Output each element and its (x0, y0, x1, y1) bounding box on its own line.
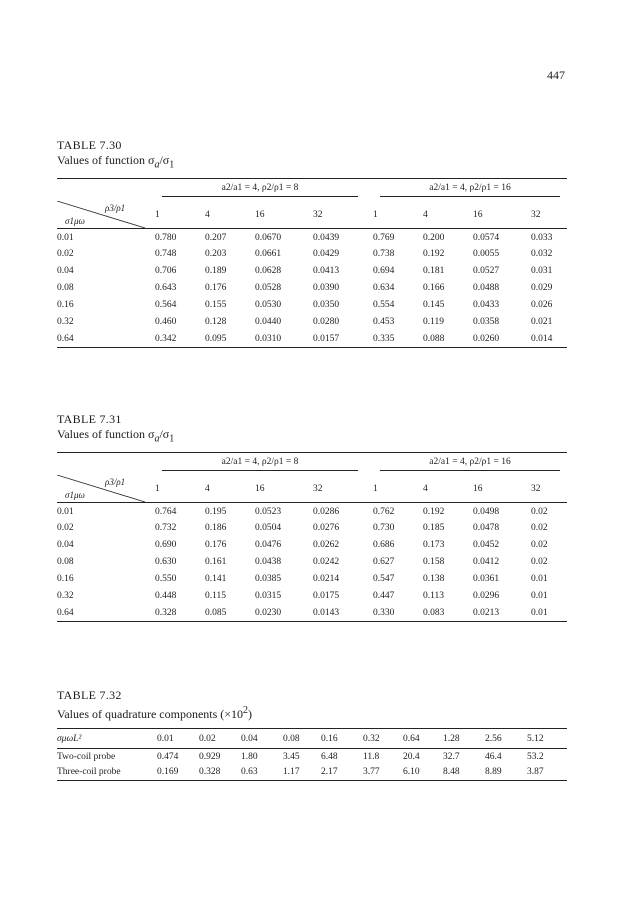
table-cell: 1.80 (241, 751, 258, 762)
table-cell: 0.189 (205, 266, 227, 277)
table-cell: 0.138 (423, 574, 445, 585)
table-cell: 0.738 (373, 249, 395, 260)
table-cell: 0.176 (205, 540, 227, 551)
table-cell: 0.564 (155, 300, 177, 311)
table-cell: 6.10 (403, 765, 443, 781)
column-header: 1.28 (443, 729, 485, 749)
table-cell: 3.87 (527, 765, 567, 781)
table-cell: 0.128 (205, 317, 227, 328)
table-cell: 0.031 (531, 266, 553, 277)
row-header-top: ρ3/ρ1 (105, 202, 126, 213)
row-label: 0.64 (57, 331, 155, 348)
table-cell: 0.119 (423, 317, 445, 328)
table-cell: 0.032 (531, 249, 553, 260)
table-cell: 0.141 (205, 574, 227, 585)
table-cell: 0.0143 (313, 605, 365, 622)
table-cell: 3.77 (363, 765, 403, 781)
data-table (57, 178, 567, 348)
row-label: 0.02 (57, 249, 74, 260)
table-row (57, 280, 567, 297)
table-cell: 0.02 (531, 506, 548, 517)
table-cell: 0.0661 (255, 249, 282, 260)
table-cell: 0.0296 (473, 591, 500, 602)
table-cell: 0.186 (205, 523, 227, 534)
table-cell: 0.01 (531, 591, 548, 602)
table-cell: 0.330 (373, 605, 423, 622)
row-label: 0.32 (57, 591, 74, 602)
table-cell: 0.0670 (255, 232, 282, 243)
table-cell: 1.17 (283, 765, 321, 781)
column-header: 4 (423, 201, 473, 229)
table-row (57, 605, 567, 622)
table-cell: 0.173 (423, 540, 445, 551)
table-cell: 0.780 (155, 232, 177, 243)
table-cell: 0.0175 (313, 591, 340, 602)
column-header: 16 (255, 475, 313, 503)
table-cell: 0.200 (423, 232, 445, 243)
table-cell: 0.02 (531, 557, 548, 568)
column-group-header (57, 179, 567, 201)
column-group-header (57, 453, 567, 475)
table-number: TABLE 7.30 (57, 138, 122, 152)
row-label: 0.02 (57, 523, 74, 534)
table-cell: 0.448 (155, 591, 177, 602)
table-cell: 0.033 (531, 232, 553, 243)
data-table (57, 452, 567, 622)
column-header-row (57, 475, 567, 503)
column-header: 2.56 (485, 729, 527, 749)
row-label: Three-coil probe (57, 765, 157, 781)
row-label: 0.16 (57, 574, 74, 585)
row-label: 0.16 (57, 300, 74, 311)
column-header: 32 (531, 201, 567, 229)
table-cell: 0.328 (155, 605, 205, 622)
table-number: TABLE 7.31 (57, 412, 122, 426)
table-cell: 8.89 (485, 765, 527, 781)
table-cell: 0.0574 (473, 232, 500, 243)
table-cell: 0.554 (373, 300, 395, 311)
table-cell: 0.095 (205, 331, 255, 348)
table-cell: 0.0260 (473, 331, 531, 348)
table-cell: 0.0286 (313, 506, 340, 517)
table-cell: 0.0498 (473, 506, 500, 517)
table-cell: 0.0315 (255, 591, 282, 602)
table-title: Values of function $\sigma_a/\sigma_1$ (57, 153, 175, 171)
table-cell: 0.195 (205, 506, 227, 517)
table-cell: 0.474 (157, 751, 179, 762)
table-cell: 0.453 (373, 317, 395, 328)
row-label: 0.04 (57, 266, 74, 277)
table-cell: 0.0440 (255, 317, 282, 328)
table-cell: 0.169 (157, 765, 199, 781)
table-row (57, 571, 567, 588)
column-header: 1 (373, 475, 423, 503)
table-cell: 0.328 (199, 765, 241, 781)
column-header: 16 (473, 475, 531, 503)
table-cell: 0.0350 (313, 300, 340, 311)
table-cell: 6.48 (321, 751, 338, 762)
table-row (57, 263, 567, 280)
table-cell: 0.460 (155, 317, 177, 328)
table-cell: 0.547 (373, 574, 395, 585)
table-cell: 0.176 (205, 283, 227, 294)
row-label: 0.64 (57, 605, 155, 622)
table-cell: 0.0530 (255, 300, 282, 311)
table-cell: 0.550 (155, 574, 177, 585)
table-row (57, 503, 567, 520)
table-cell: 0.0242 (313, 557, 340, 568)
table-title: Values of quadrature components $(\times 10^2)$ (57, 705, 253, 721)
table-row (57, 554, 567, 571)
table-cell: 0.0504 (255, 523, 282, 534)
table-cell: 0.929 (199, 751, 221, 762)
table-cell: 0.0213 (473, 605, 531, 622)
group-label-1: a2/a1 = 4, ρ2/ρ1 = 8 (162, 457, 358, 471)
row-header-top: ρ3/ρ1 (105, 476, 126, 487)
data-table (57, 728, 567, 781)
column-header: 0.08 (283, 729, 321, 749)
table-cell: 0.0276 (313, 523, 340, 534)
column-header: 16 (473, 201, 531, 229)
table-cell: 0.0157 (313, 331, 365, 348)
group-label-1: a2/a1 = 4, ρ2/ρ1 = 8 (162, 183, 358, 197)
table-cell: 0.083 (423, 605, 473, 622)
table-cell: 0.207 (205, 232, 227, 243)
table-cell: 0.02 (531, 523, 548, 534)
table-row (57, 749, 567, 765)
column-header: 0.02 (199, 729, 241, 749)
table-cell: 0.166 (423, 283, 445, 294)
table-cell: 2.17 (321, 765, 363, 781)
row-label: 0.08 (57, 283, 74, 294)
table-cell: 0.769 (373, 232, 395, 243)
column-header: 32 (313, 201, 365, 229)
table-cell: 0.155 (205, 300, 227, 311)
table-cell: 0.02 (531, 540, 548, 551)
table-cell: 0.088 (423, 331, 473, 348)
table-cell: 0.690 (155, 540, 177, 551)
table-row (57, 588, 567, 605)
table-cell: 0.0358 (473, 317, 500, 328)
row-label: 0.32 (57, 317, 74, 328)
column-header: 0.04 (241, 729, 283, 749)
table-title: Values of function $\sigma_a/\sigma_1$ (57, 427, 175, 445)
column-header: 4 (423, 475, 473, 503)
table-row (57, 314, 567, 331)
column-header: 1 (373, 201, 423, 229)
table-cell: 0.0433 (473, 300, 500, 311)
table-row (57, 246, 567, 263)
table-cell: 0.643 (155, 283, 177, 294)
table-cell: 0.0214 (313, 574, 340, 585)
table-row (57, 537, 567, 554)
column-header: 1 (155, 475, 205, 503)
diagonal-header-cell (57, 475, 155, 503)
table-row (57, 520, 567, 537)
table-cell: 0.0488 (473, 283, 500, 294)
table-7-30 (57, 138, 567, 348)
table-cell: 0.0361 (473, 574, 500, 585)
column-header-row (57, 201, 567, 229)
table-cell: 0.63 (241, 765, 283, 781)
table-cell: 0.342 (155, 331, 205, 348)
table-cell: 0.115 (205, 591, 227, 602)
table-cell: 0.0413 (313, 266, 340, 277)
table-cell: 11.8 (363, 751, 380, 762)
table-cell: 0.181 (423, 266, 445, 277)
table-cell: 0.0385 (255, 574, 282, 585)
table-cell: 0.447 (373, 591, 395, 602)
table-cell: 8.48 (443, 765, 485, 781)
table-cell: 0.0523 (255, 506, 282, 517)
table-cell: 0.630 (155, 557, 177, 568)
table-cell: 0.706 (155, 266, 177, 277)
table-cell: 0.730 (373, 523, 395, 534)
table-cell: 32.7 (443, 751, 460, 762)
column-header: 4 (205, 475, 255, 503)
table-cell: 0.029 (531, 283, 553, 294)
table-cell: 0.0628 (255, 266, 282, 277)
table-cell: 0.026 (531, 300, 553, 311)
table-cell: 0.627 (373, 557, 395, 568)
column-header: 1 (155, 201, 205, 229)
column-header-row (57, 729, 567, 749)
table-cell: 0.145 (423, 300, 445, 311)
table-cell: 0.686 (373, 540, 395, 551)
table-cell: 0.0280 (313, 317, 340, 328)
table-cell: 0.161 (205, 557, 227, 568)
table-cell: 0.335 (373, 331, 423, 348)
column-header: 32 (531, 475, 567, 503)
table-cell: 0.0412 (473, 557, 500, 568)
table-cell: 0.192 (423, 506, 445, 517)
table-cell: 0.01 (531, 605, 567, 622)
table-cell: 0.0476 (255, 540, 282, 551)
row-label: 0.01 (57, 232, 74, 243)
row-label: 0.04 (57, 540, 74, 551)
table-row (57, 297, 567, 314)
table-cell: 0.634 (373, 283, 395, 294)
column-header: 0.32 (363, 729, 403, 749)
table-cell: 20.4 (403, 751, 420, 762)
table-cell: 0.203 (205, 249, 227, 260)
column-header: 32 (313, 475, 365, 503)
table-cell: 0.0527 (473, 266, 500, 277)
row-header-label: σμωL² (57, 729, 157, 749)
column-header: 0.01 (157, 729, 199, 749)
table-cell: 0.762 (373, 506, 395, 517)
table-cell: 0.185 (423, 523, 445, 534)
column-header: 4 (205, 201, 255, 229)
table-number: TABLE 7.32 (57, 688, 122, 702)
column-header: 5.12 (527, 729, 567, 749)
page-number: 447 (547, 68, 565, 82)
row-label: 0.01 (57, 506, 74, 517)
table-cell: 0.0390 (313, 283, 340, 294)
table-cell: 0.0262 (313, 540, 340, 551)
group-label-2: a2/a1 = 4, ρ2/ρ1 = 16 (380, 457, 560, 471)
table-cell: 0.014 (531, 331, 567, 348)
table-row (57, 331, 567, 348)
diagonal-header-cell (57, 201, 155, 229)
table-7-31 (57, 412, 567, 622)
table-cell: 0.694 (373, 266, 395, 277)
row-header-bottom: σ1μω (65, 489, 85, 500)
table-cell: 0.0055 (473, 249, 500, 260)
table-cell: 0.0438 (255, 557, 282, 568)
table-cell: 0.0310 (255, 331, 313, 348)
table-cell: 0.113 (423, 591, 445, 602)
table-cell: 0.192 (423, 249, 445, 260)
row-header-bottom: σ1μω (65, 215, 85, 226)
table-cell: 0.0429 (313, 249, 340, 260)
table-7-32 (57, 688, 567, 781)
table-cell: 0.085 (205, 605, 255, 622)
table-cell: 53.2 (527, 751, 544, 762)
table-cell: 0.764 (155, 506, 177, 517)
table-row (57, 765, 567, 781)
table-cell: 0.0452 (473, 540, 500, 551)
group-label-2: a2/a1 = 4, ρ2/ρ1 = 16 (380, 183, 560, 197)
column-header: 16 (255, 201, 313, 229)
column-header: 0.16 (321, 729, 363, 749)
table-row (57, 229, 567, 246)
table-cell: 0.0230 (255, 605, 313, 622)
row-label: Two-coil probe (57, 751, 116, 762)
table-cell: 3.45 (283, 751, 300, 762)
table-cell: 0.158 (423, 557, 445, 568)
table-cell: 46.4 (485, 751, 502, 762)
column-header: 0.64 (403, 729, 443, 749)
table-cell: 0.0528 (255, 283, 282, 294)
table-cell: 0.732 (155, 523, 177, 534)
table-cell: 0.01 (531, 574, 548, 585)
row-label: 0.08 (57, 557, 74, 568)
table-cell: 0.748 (155, 249, 177, 260)
table-cell: 0.0439 (313, 232, 340, 243)
table-cell: 0.021 (531, 317, 553, 328)
table-cell: 0.0478 (473, 523, 500, 534)
